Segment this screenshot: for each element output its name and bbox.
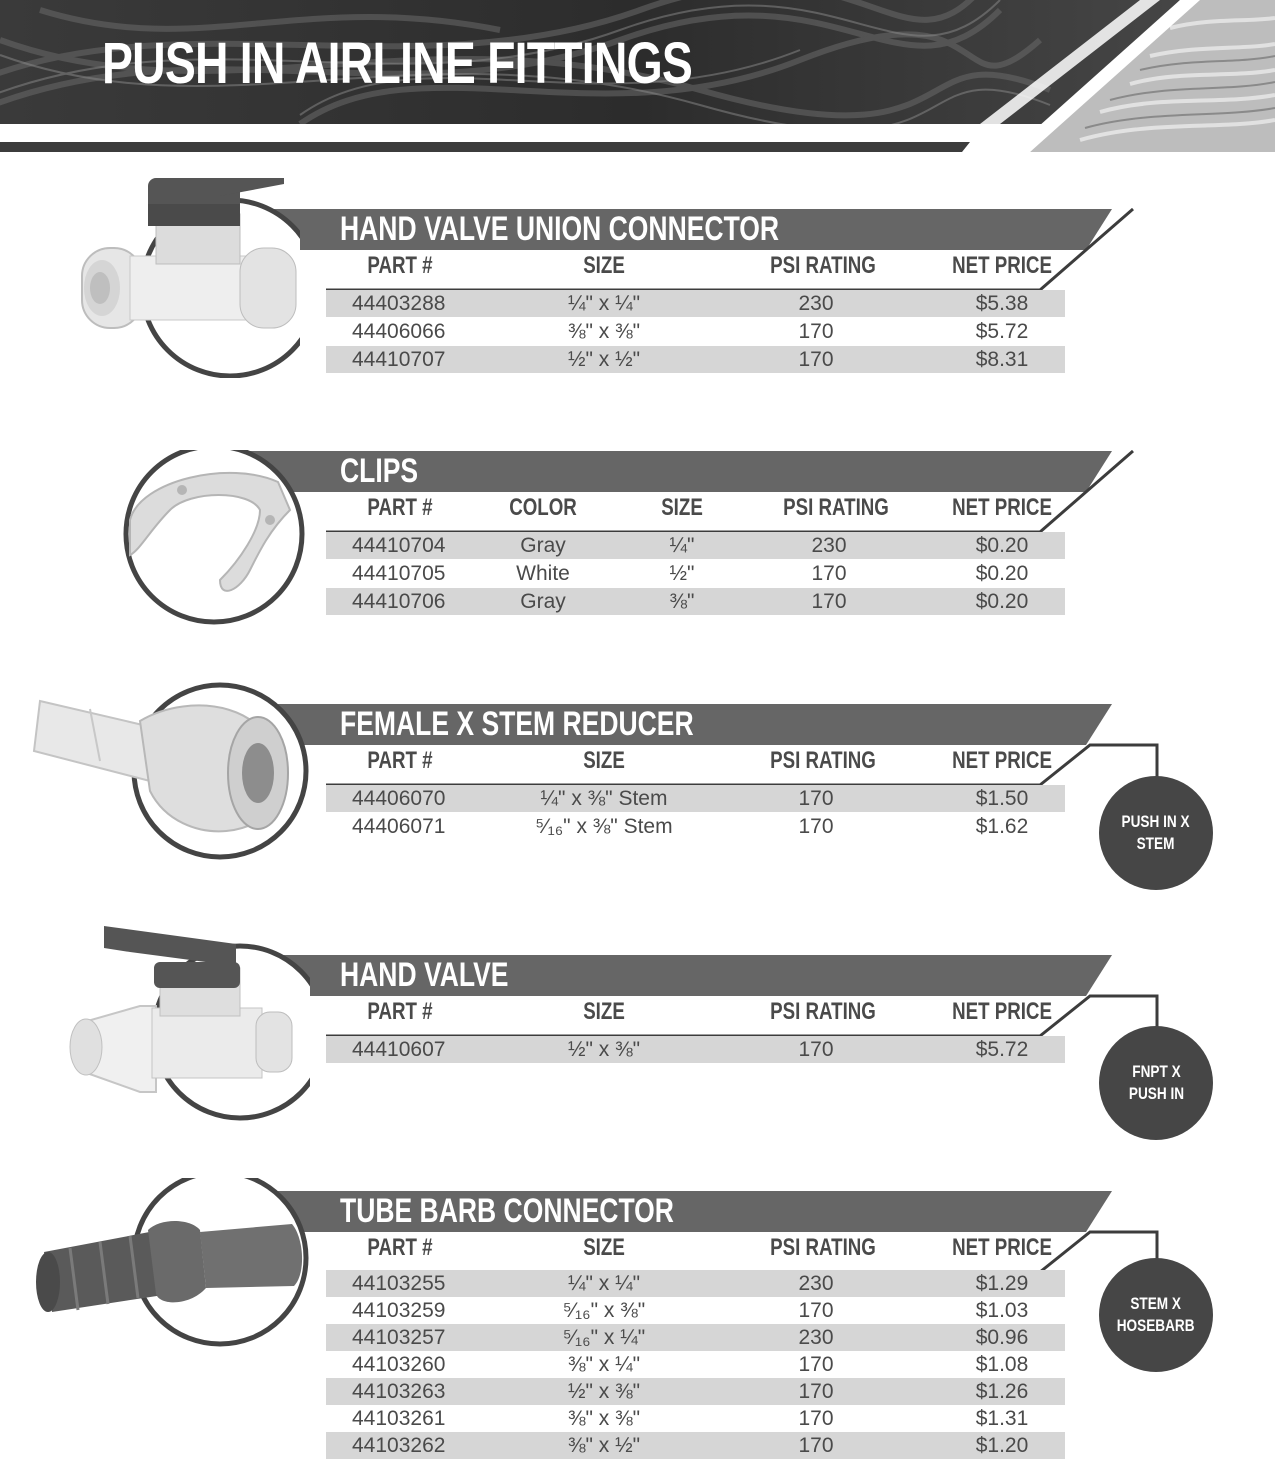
badge-label: FNPT X PUSH IN xyxy=(1128,1062,1184,1103)
table-row xyxy=(326,290,1065,317)
part-number-cell: 44403288 xyxy=(352,292,446,315)
table-row xyxy=(326,346,1065,373)
net-price-cell: $1.26 xyxy=(975,1380,1029,1403)
section-title: HAND VALVE xyxy=(340,956,509,994)
part-number-cell: 44103261 xyxy=(352,1407,446,1430)
size-cell: ⅜" x ¼" xyxy=(567,1353,641,1376)
table-row xyxy=(326,1405,1065,1432)
column-header-psi-rating: PSI RATING xyxy=(770,252,876,279)
part-number-cell: 44103257 xyxy=(352,1326,446,1349)
size-cell: ½" xyxy=(669,562,695,585)
part-number-cell: 44103259 xyxy=(352,1299,446,1322)
column-header-net-price: NET PRICE xyxy=(952,747,1052,774)
psi-rating-cell: 170 xyxy=(798,320,834,343)
column-header-part-number: PART # xyxy=(367,747,433,774)
part-number-cell: 44103263 xyxy=(352,1380,446,1403)
size-cell: ½" x ⅜" xyxy=(567,1380,641,1403)
column-header-net-price: NET PRICE xyxy=(952,1234,1052,1261)
table-row xyxy=(326,532,1065,559)
net-price-cell: $1.03 xyxy=(975,1299,1029,1322)
column-header-net-price: NET PRICE xyxy=(952,252,1052,279)
net-price-cell: $1.08 xyxy=(975,1353,1029,1376)
table-row xyxy=(326,1432,1065,1459)
net-price-cell: $5.72 xyxy=(975,1038,1029,1061)
page-title: PUSH IN AIRLINE FITTINGS xyxy=(102,31,693,96)
net-price-cell: $1.50 xyxy=(975,787,1029,810)
column-header-psi-rating: PSI RATING xyxy=(770,998,876,1025)
psi-rating-cell: 230 xyxy=(811,534,847,557)
section-tube-barb-connector xyxy=(0,1190,1275,1473)
size-cell: ⅜" x ½" xyxy=(567,1434,641,1457)
psi-rating-cell: 170 xyxy=(798,815,834,838)
part-number-cell: 44103260 xyxy=(352,1353,446,1376)
column-header-part-number: PART # xyxy=(367,494,433,521)
column-header-psi-rating: PSI RATING xyxy=(783,494,889,521)
table-row xyxy=(326,1351,1065,1378)
size-cell: ½" x ½" xyxy=(567,348,641,371)
section-title: FEMALE X STEM REDUCER xyxy=(340,705,694,743)
net-price-cell: $0.96 xyxy=(975,1326,1029,1349)
badge-label: STEM X HOSEBARB xyxy=(1117,1294,1195,1335)
size-cell: ⁵⁄₁₆" x ⅜" xyxy=(562,1299,646,1322)
size-cell: ¼" x ¼" xyxy=(567,1272,641,1295)
size-cell: ¼" x ⅜" Stem xyxy=(540,787,668,810)
table-row xyxy=(326,1270,1065,1297)
column-header-part-number: PART # xyxy=(367,252,433,279)
psi-rating-cell: 230 xyxy=(798,292,834,315)
table-row xyxy=(326,588,1065,615)
part-number-cell: 44410705 xyxy=(352,562,446,585)
badge-label: PUSH IN X STEM xyxy=(1121,812,1191,853)
column-header-size: SIZE xyxy=(583,1234,625,1261)
size-cell: ⁵⁄₁₆" x ⅜" Stem xyxy=(535,815,673,838)
psi-rating-cell: 170 xyxy=(811,590,847,613)
connection-type-badge xyxy=(1099,1026,1213,1140)
section-title: HAND VALVE UNION CONNECTOR xyxy=(340,210,780,248)
column-header-net-price: NET PRICE xyxy=(952,998,1052,1025)
table-row xyxy=(326,785,1065,812)
color-cell: Gray xyxy=(520,590,566,613)
table-row xyxy=(326,813,1065,840)
net-price-cell: $0.20 xyxy=(975,534,1029,557)
net-price-cell: $1.29 xyxy=(975,1272,1029,1295)
net-price-cell: $1.20 xyxy=(975,1434,1029,1457)
hand-valve-union-connector-image xyxy=(70,178,300,378)
table-row xyxy=(326,1324,1065,1351)
part-number-cell: 44406071 xyxy=(352,815,446,838)
psi-rating-cell: 170 xyxy=(798,1299,834,1322)
psi-rating-cell: 170 xyxy=(798,348,834,371)
part-number-cell: 44410704 xyxy=(352,534,446,557)
section-female-x-stem-reducer xyxy=(0,703,1275,893)
size-cell: ¼" xyxy=(669,534,695,557)
part-number-cell: 44406070 xyxy=(352,787,446,810)
psi-rating-cell: 170 xyxy=(798,1380,834,1403)
size-cell: ⁵⁄₁₆" x ¼" xyxy=(562,1326,646,1349)
column-header-psi-rating: PSI RATING xyxy=(770,747,876,774)
net-price-cell: $1.31 xyxy=(975,1407,1029,1430)
column-header-color: COLOR xyxy=(509,494,577,521)
size-cell: ⅜" x ⅜" xyxy=(567,320,641,343)
color-cell: White xyxy=(516,562,570,585)
part-number-cell: 44410607 xyxy=(352,1038,446,1061)
part-number-cell: 44103262 xyxy=(352,1434,446,1457)
section-clips xyxy=(0,450,1275,630)
size-cell: ⅜" x ⅜" xyxy=(567,1407,641,1430)
column-header-part-number: PART # xyxy=(367,1234,433,1261)
column-header-size: SIZE xyxy=(583,252,625,279)
hand-valve-image xyxy=(60,922,310,1122)
size-cell: ⅜" xyxy=(669,590,695,613)
color-cell: Gray xyxy=(520,534,566,557)
size-cell: ½" x ⅜" xyxy=(567,1038,641,1061)
net-price-cell: $5.38 xyxy=(975,292,1029,315)
size-cell: ¼" x ¼" xyxy=(567,292,641,315)
table-row xyxy=(326,1378,1065,1405)
column-header-net-price: NET PRICE xyxy=(952,494,1052,521)
psi-rating-cell: 170 xyxy=(798,1407,834,1430)
table-row xyxy=(326,318,1065,345)
column-header-part-number: PART # xyxy=(367,998,433,1025)
female-x-stem-reducer-image xyxy=(30,681,310,861)
psi-rating-cell: 170 xyxy=(811,562,847,585)
column-header-size: SIZE xyxy=(583,998,625,1025)
net-price-cell: $1.62 xyxy=(975,815,1029,838)
section-hand-valve xyxy=(0,954,1275,1144)
part-number-cell: 44410707 xyxy=(352,348,446,371)
psi-rating-cell: 170 xyxy=(798,1434,834,1457)
table-row xyxy=(326,560,1065,587)
tube-barb-connector-image xyxy=(30,1178,310,1368)
part-number-cell: 44406066 xyxy=(352,320,446,343)
table-row xyxy=(326,1297,1065,1324)
psi-rating-cell: 230 xyxy=(798,1326,834,1349)
part-number-cell: 44103255 xyxy=(352,1272,446,1295)
psi-rating-cell: 230 xyxy=(798,1272,834,1295)
net-price-cell: $0.20 xyxy=(975,590,1029,613)
column-header-size: SIZE xyxy=(661,494,703,521)
clip-image xyxy=(110,450,310,630)
net-price-cell: $5.72 xyxy=(975,320,1029,343)
part-number-cell: 44410706 xyxy=(352,590,446,613)
section-title: CLIPS xyxy=(340,452,419,490)
net-price-cell: $8.31 xyxy=(975,348,1029,371)
header-banner xyxy=(0,0,1275,152)
connection-type-badge xyxy=(1099,1258,1213,1372)
column-header-size: SIZE xyxy=(583,747,625,774)
psi-rating-cell: 170 xyxy=(798,1353,834,1376)
section-title: TUBE BARB CONNECTOR xyxy=(340,1192,674,1230)
column-header-psi-rating: PSI RATING xyxy=(770,1234,876,1261)
connection-type-badge xyxy=(1099,776,1213,890)
section-hand-valve-union-connector xyxy=(0,208,1275,388)
net-price-cell: $0.20 xyxy=(975,562,1029,585)
psi-rating-cell: 170 xyxy=(798,1038,834,1061)
table-row xyxy=(326,1036,1065,1063)
psi-rating-cell: 170 xyxy=(798,787,834,810)
